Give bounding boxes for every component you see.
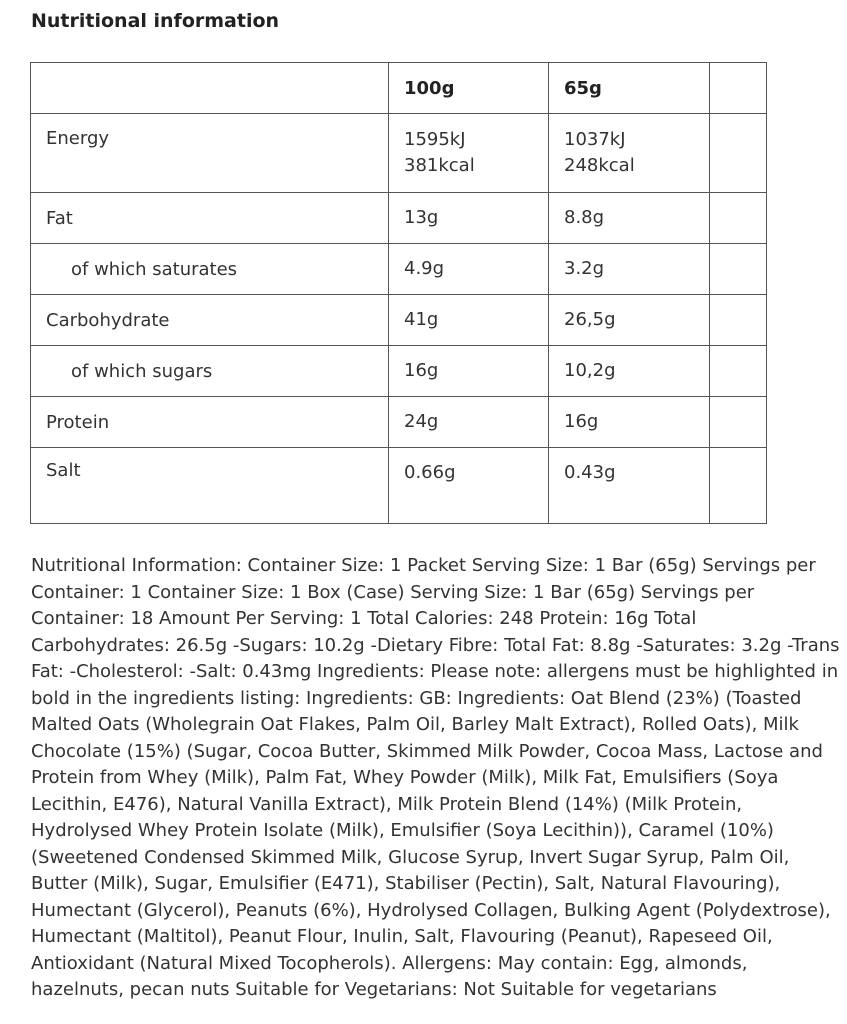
energy-kcal-100g: 381kcal (404, 155, 475, 176)
row-label: Energy (46, 128, 110, 149)
row-label: Salt (46, 460, 81, 481)
value-cell-100g (389, 295, 549, 346)
energy-kj-100g: 1595kJ (404, 129, 466, 150)
value-100g: 4.9g (404, 258, 445, 279)
row-label-cell (31, 346, 389, 397)
table-row-saturates (31, 244, 767, 295)
row-label-cell (31, 295, 389, 346)
blank-cell (710, 397, 767, 448)
description-line: Carbohydrates: 26.5g -Sugars: 10.2g -Dietary Fibre: Total Fat: 8.8g -Saturates: 3.2g -Trans (31, 634, 840, 656)
table-row-carbohydrate (31, 295, 767, 346)
value-65g: 8.8g (564, 207, 605, 228)
description-line: Humectant (Maltitol), Peanut Flour, Inulin, Salt, Flavouring (Peanut), Rapeseed Oil, (31, 926, 773, 947)
value-100g: 41g (404, 309, 439, 330)
value-cell-100g (389, 193, 549, 244)
description-line: Antioxidant (Natural Mixed Tocopherols). Allergens: May contain: Egg, almonds, (31, 952, 748, 974)
value-65g: 10,2g (564, 360, 616, 381)
table-row-energy (31, 114, 767, 193)
value-65g: 26,5g (564, 309, 616, 330)
header-cell-65g (549, 63, 710, 114)
row-label: Carbohydrate (46, 309, 170, 331)
description-line: Humectant (Glycerol), Peanuts (6%), Hydrolysed Collagen, Bulking Agent (Polydextrose), (31, 899, 831, 921)
header-65g: 65g (564, 77, 602, 99)
energy-kj-65g: 1037kJ (564, 129, 626, 150)
value-100g: 0.66g (404, 462, 456, 483)
table-row-protein (31, 397, 767, 448)
description-line: Malted Oats (Wholegrain Oat Flakes, Palm Oil, Barley Malt Extract), Rolled Oats), Milk (31, 714, 799, 735)
row-label: Fat (46, 207, 73, 229)
description-line: hazelnuts, pecan nuts Suitable for Vegetarians: Not Suitable for vegetarians (31, 979, 717, 1000)
table-row-salt (31, 448, 767, 524)
description-line: Butter (Milk), Sugar, Emulsifier (E471), Stabiliser (Pectin), Salt, Natural Flavouring), (31, 873, 781, 894)
row-label: of which saturates (71, 258, 238, 280)
value-cell-65g (549, 295, 710, 346)
row-label-cell (31, 397, 389, 448)
row-label-cell (31, 193, 389, 244)
description-line: bold in the ingredients listing: Ingredients: GB: Ingredients: Oat Blend (23%) (Toasted (31, 687, 802, 709)
row-label-cell (31, 448, 389, 524)
description-line: Chocolate (15%) (Sugar, Cocoa Butter, Skimmed Milk Powder, Cocoa Mass, Lactose and (31, 740, 823, 762)
value-cell-100g (389, 346, 549, 397)
header-cell-blank (710, 63, 767, 114)
description-line: Lecithin, E476), Natural Vanilla Extract), Milk Protein Blend (14%) (Milk Protein, (31, 793, 743, 815)
value-cell-100g (389, 448, 549, 524)
value-100g: 13g (404, 207, 439, 228)
table-row-sugars (31, 346, 767, 397)
value-65g: 3.2g (564, 258, 605, 279)
blank-cell (710, 114, 767, 193)
nutrition-table (30, 62, 767, 524)
value-cell-100g (389, 244, 549, 295)
value-cell-100g (389, 397, 549, 448)
page-title: Nutritional information (31, 10, 280, 32)
value-cell-65g (549, 448, 710, 524)
value-cell-65g (549, 397, 710, 448)
blank-cell (710, 244, 767, 295)
energy-kcal-65g: 248kcal (564, 155, 635, 176)
blank-cell (710, 295, 767, 346)
description-line: Hydrolysed Whey Protein Isolate (Milk), Emulsifier (Soya Lecithin)), Caramel (10%) (31, 820, 774, 841)
row-label-cell (31, 114, 389, 193)
blank-cell (710, 193, 767, 244)
value-cell-65g (549, 244, 710, 295)
header-cell-label (31, 63, 389, 114)
header-100g: 100g (404, 77, 455, 99)
row-label: Protein (46, 411, 110, 433)
description-line: Protein from Whey (Milk), Palm Fat, Whey Powder (Milk), Milk Fat, Emulsifiers (Soya (31, 767, 779, 788)
description-line: Fat: -Cholesterol: -Salt: 0.43mg Ingredients: Please note: allergens must be highlighted in (31, 661, 839, 682)
value-100g: 16g (404, 360, 439, 381)
header-cell-100g (389, 63, 549, 114)
value-65g: 16g (564, 411, 599, 432)
blank-cell (710, 448, 767, 524)
value-cell-65g (549, 193, 710, 244)
description-line: (Sweetened Condensed Skimmed Milk, Glucose Syrup, Invert Sugar Syrup, Palm Oil, (31, 846, 790, 868)
value-100g: 24g (404, 411, 439, 432)
description-line: Nutritional Information: Container Size: 1 Packet Serving Size: 1 Bar (65g) Servings per (31, 555, 816, 576)
description-line: Container: 18 Amount Per Serving: 1 Total Calories: 248 Protein: 16g Total (31, 608, 697, 629)
product-description (31, 553, 840, 1004)
blank-cell (710, 346, 767, 397)
value-cell-100g (389, 114, 549, 193)
value-cell-65g (549, 346, 710, 397)
row-label-cell (31, 244, 389, 295)
value-65g: 0.43g (564, 462, 616, 483)
table-row-fat (31, 193, 767, 244)
table-header-row (31, 63, 767, 114)
description-line: Container: 1 Container Size: 1 Box (Case) Serving Size: 1 Bar (65g) Servings per (31, 581, 755, 603)
row-label: of which sugars (71, 360, 213, 382)
value-cell-65g (549, 114, 710, 193)
